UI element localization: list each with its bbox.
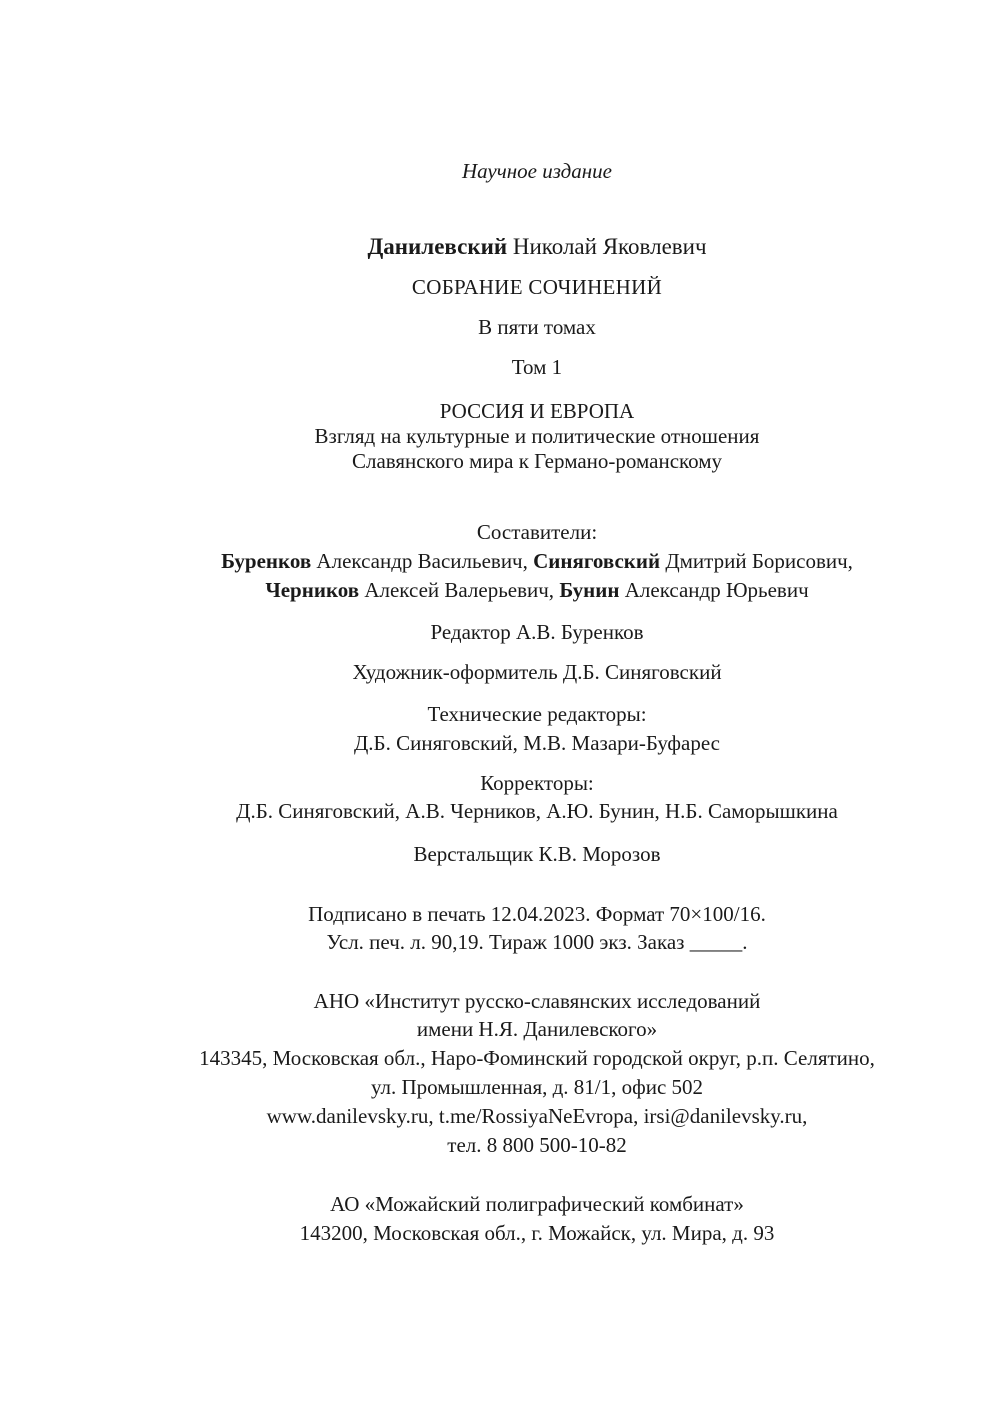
compiler-surname: Бунин [559,578,620,602]
proofreaders-heading: Корректоры: [480,771,594,795]
collection-title: СОБРАНИЕ СОЧИНЕНИЙ [411,275,663,299]
book-subtitle-line2: Славянского мира к Германо-романскому [351,449,723,473]
publisher-address2: ул. Промышленная, д. 81/1, офис 502 [370,1075,704,1099]
compiler-names: Алексей Валерьевич, [364,578,555,602]
compilers-line2 [0,577,1004,603]
compiler-names: Александр Васильевич, [316,549,528,573]
author-surname: Данилевский [367,234,508,259]
author-given-names: Николай Яковлевич [512,234,707,259]
volume-number: Том 1 [511,355,563,379]
layout-artist-line: Верстальщик К.В. Морозов [413,842,661,866]
edition-type: Научное издание [462,159,612,183]
publisher-web: www.danilevsky.ru, t.me/RossiyaNeEvropa, irsi@danilevsky.ru, [266,1104,808,1128]
compiler-surname: Буренков [221,549,312,573]
publisher-line1: АНО «Институт русско-славянских исследований [313,989,761,1013]
compiler-names: Александр Юрьевич [624,578,809,602]
author-line [0,234,1004,260]
proofreaders-names: Д.Б. Синяговский, А.В. Черников, А.Ю. Бунин, Н.Б. Саморышкина [236,799,838,823]
print-info-line2: Усл. печ. л. 90,19. Тираж 1000 экз. Заказ _____. [326,930,748,954]
book-title: РОССИЯ И ЕВРОПА [439,399,635,423]
printer-address: 143200, Московская обл., г. Можайск, ул. Мира, д. 93 [299,1221,775,1245]
compilers-heading: Составители: [476,520,598,544]
tech-editors-names: Д.Б. Синяговский, М.В. Мазари-Буфарес [353,731,721,755]
designer-line: Художник-оформитель Д.Б. Синяговский [352,660,722,684]
book-subtitle-line1: Взгляд на культурные и политические отношения [314,424,760,448]
volumes-note: В пяти томах [478,315,596,339]
publisher-line2: имени Н.Я. Данилевского» [416,1017,658,1041]
compiler-surname: Черников [265,578,360,602]
publisher-phone: тел. 8 800 500-10-82 [447,1133,627,1157]
print-info-line1: Подписано в печать 12.04.2023. Формат 70×100/16. [308,902,766,926]
printer-name: АО «Можайский полиграфический комбинат» [330,1192,744,1216]
editor-line: Редактор А.В. Буренков [430,620,644,644]
compiler-names: Дмитрий Борисович, [665,549,853,573]
compilers-line1 [0,548,1004,574]
compiler-surname: Синяговский [533,549,661,573]
publisher-address1: 143345, Московская обл., Наро-Фоминский городской округ, р.п. Селятино, [199,1046,875,1070]
tech-editors-heading: Технические редакторы: [427,702,647,726]
